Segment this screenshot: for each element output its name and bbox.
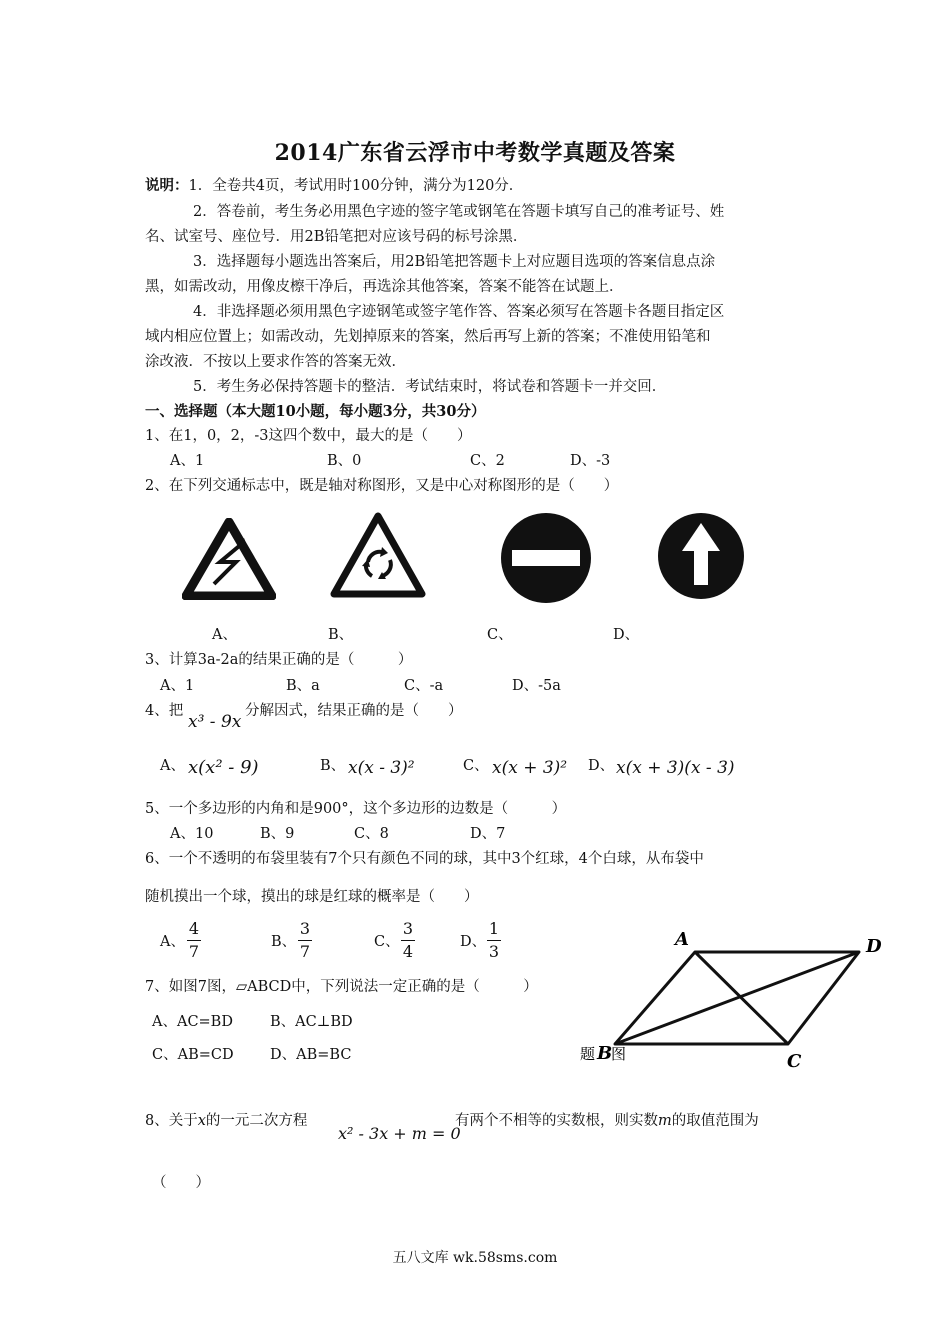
denominator: 7 <box>188 942 200 961</box>
instructions-line-2b: 名、试室号、座位号．用2B铅笔把对应该号码的标号涂黑． <box>145 229 528 245</box>
question-4-option-d-expr: x(x + 3)(x - 3) <box>616 758 735 778</box>
question-8-stem-post: 有两个不相等的实数根，则实数m的取值范围为 <box>455 1113 759 1129</box>
question-1-option-a: A、1 <box>170 453 205 469</box>
question-7-option-c: C、AB=CD <box>152 1047 234 1063</box>
question-2-option-b: B、 <box>328 627 354 643</box>
double-bend-sign-icon <box>182 518 276 600</box>
parallelogram-figure <box>575 920 895 1080</box>
question-3-option-d: D、-5a <box>512 678 561 694</box>
question-6-option-a-label: A、 <box>160 934 185 950</box>
question-3-stem: 3、计算3a-2a的结果正确的是（ ） <box>145 652 413 668</box>
question-6-option-b-fraction <box>298 918 312 963</box>
question-5-option-b: B、9 <box>260 826 295 842</box>
denominator: 3 <box>488 942 500 961</box>
page-footer: 五八文库 wk.58sms.com <box>392 1250 558 1266</box>
roundabout-sign-icon <box>330 512 426 598</box>
figure-caption-post: 图 <box>611 1045 627 1063</box>
question-8-equation: x² - 3x + m = 0 <box>338 1124 461 1143</box>
question-2-stem: 2、在下列交通标志中，既是轴对称图形，又是中心对称图形的是（ ） <box>145 478 619 494</box>
question-2-option-a: A、 <box>212 627 237 643</box>
question-7-stem: 7、如图7图，▱ABCD中，下列说法一定正确的是（ ） <box>145 979 538 995</box>
numerator: 4 <box>188 919 200 938</box>
question-3-option-a: A、1 <box>160 678 195 694</box>
question-2-option-c: C、 <box>487 627 513 643</box>
question-4-option-b-label: B、 <box>320 758 346 774</box>
question-1-option-c: C、2 <box>470 453 505 469</box>
instructions-line-3a: 3．选择题每小题选出答案后，用2B铅笔把答题卡上对应题目选项的答案信息点涂 <box>193 254 716 270</box>
numerator: 3 <box>299 919 311 938</box>
question-4-option-b-expr: x(x - 3)² <box>348 758 415 778</box>
question-4-option-c-expr: x(x + 3)² <box>492 758 568 778</box>
diagonal-ac <box>695 952 788 1044</box>
vertex-label-a: A <box>675 929 689 950</box>
question-8-answer-paren: （ ） <box>152 1175 210 1191</box>
no-entry-sign-icon <box>500 512 592 604</box>
question-4-stem-pre: 4、把 <box>145 703 184 719</box>
variable-x: x <box>197 1113 206 1129</box>
question-4-expression: x³ - 9x <box>188 712 242 732</box>
page-title: 2014广东省云浮市中考数学真题及答案 <box>274 140 676 166</box>
question-1-option-b: B、0 <box>327 453 362 469</box>
question-7-option-a: A、AC=BD <box>152 1014 233 1030</box>
denominator: 7 <box>299 942 311 961</box>
question-6-option-b-label: B、 <box>271 934 297 950</box>
section-heading: 一、选择题（本大题10小题，每小题3分，共30分） <box>145 403 486 420</box>
question-6-option-d-fraction <box>487 918 501 963</box>
question-1-option-d: D、-3 <box>570 453 611 469</box>
numerator: 1 <box>488 919 500 938</box>
question-4-option-d-label: D、 <box>588 758 615 774</box>
instructions-line-1: 说明：1．全卷共4页，考试用时100分钟，满分为120分． <box>145 177 524 194</box>
vertex-label-c: C <box>787 1051 802 1072</box>
instructions-line-3b: 黑，如需改动，用像皮檫干净后，再选涂其他答案，答案不能答在试题上． <box>145 279 624 295</box>
question-4-option-c-label: C、 <box>463 758 489 774</box>
question-6-option-a-fraction <box>187 918 201 963</box>
instructions-label: 说明： <box>145 177 189 194</box>
question-7-option-d: D、AB=BC <box>270 1047 352 1063</box>
variable-m: m <box>658 1113 672 1129</box>
numerator: 3 <box>402 919 414 938</box>
question-1-stem: 1、在1，0，2，-3这四个数中，最大的是（ ） <box>145 428 472 444</box>
vertex-label-b: B <box>597 1043 613 1064</box>
instructions-line-2a: 2．答卷前，考生务必用黑色字迹的签字笔或钢笔在答题卡填写自己的准考证号、姓 <box>193 204 725 220</box>
question-6-stem-line-1: 6、一个不透明的布袋里装有7个只有颜色不同的球，其中3个红球，4个白球，从布袋中 <box>145 851 704 867</box>
instructions-line-4c: 涂改液．不按以上要求作答的答案无效． <box>145 354 406 370</box>
question-5-option-c: C、8 <box>354 826 389 842</box>
question-7-option-b: B、AC⊥BD <box>270 1014 353 1030</box>
instructions-line-4a: 4．非选择题必须用黑色字迹钢笔或签字笔作答、答案必须写在答题卡各题目指定区 <box>193 304 725 320</box>
question-6-option-c-label: C、 <box>374 934 400 950</box>
figure-caption-pre: 题 <box>580 1045 596 1063</box>
question-3-option-c: C、-a <box>404 678 444 694</box>
question-4-stem-post: 分解因式，结果正确的是（ ） <box>245 703 463 719</box>
question-4-option-a-expr: x(x² - 9) <box>188 757 259 778</box>
question-5-option-a: A、10 <box>170 826 214 842</box>
vertex-label-d: D <box>866 936 882 957</box>
question-5-option-d: D、7 <box>470 826 506 842</box>
question-8-stem: 8、关于x的一元二次方程 <box>145 1113 308 1129</box>
question-5-stem: 5、一个多边形的内角和是900°，这个多边形的边数是（ ） <box>145 801 567 817</box>
question-2-option-d: D、 <box>613 627 640 643</box>
question-6-stem-line-2: 随机摸出一个球，摸出的球是红球的概率是（ ） <box>145 889 479 905</box>
instructions-line-4b: 域内相应位置上；如需改动，先划掉原来的答案，然后再写上新的答案；不准使用铅笔和 <box>145 329 711 345</box>
straight-ahead-sign-icon <box>654 509 748 603</box>
question-6-option-d-label: D、 <box>460 934 487 950</box>
question-3-option-b: B、a <box>286 678 320 694</box>
question-4-option-a-label: A、 <box>160 758 185 774</box>
question-6-option-c-fraction <box>401 918 415 963</box>
denominator: 4 <box>402 942 414 961</box>
instructions-line-5: 5．考生务必保持答题卡的整洁．考试结束时，将试卷和答题卡一并交回． <box>193 379 667 395</box>
